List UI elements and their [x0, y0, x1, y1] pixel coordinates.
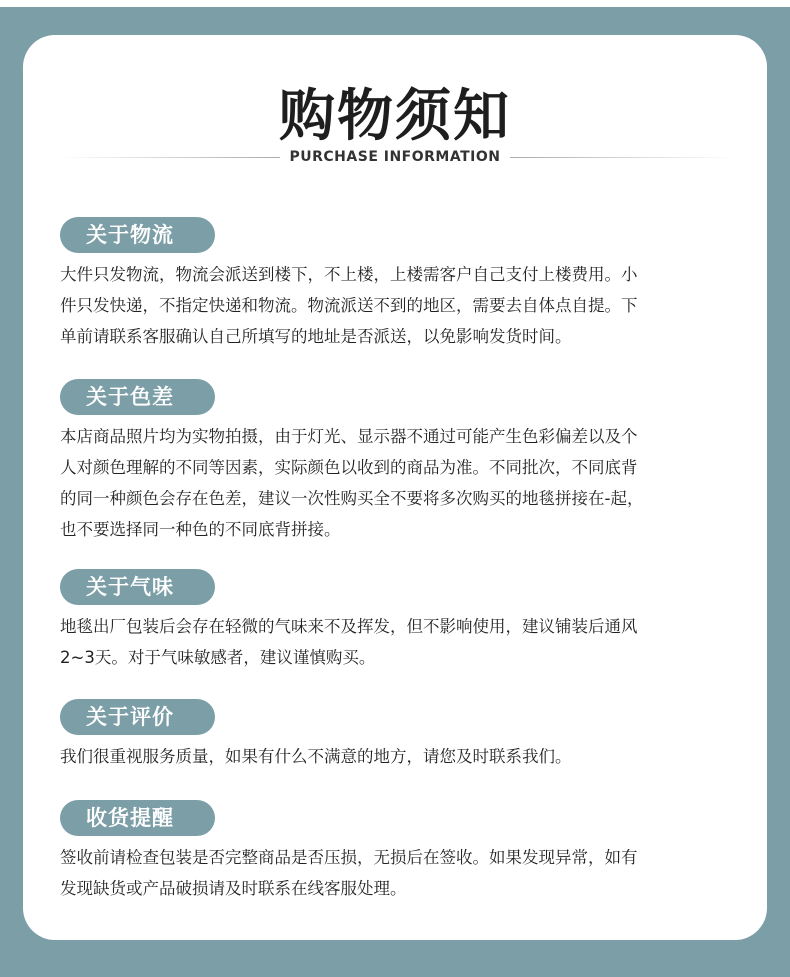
section-label: 关于色差 — [60, 379, 215, 415]
body-line: 人对颜色理解的不同等因素，实际颜色以收到的商品为准。不同批次，不同底背 — [60, 458, 638, 477]
section-label: 关于气味 — [60, 569, 215, 605]
page-subtitle: PURCHASE INFORMATION — [289, 149, 501, 165]
body-line: 的同一种颜色会存在色差，建议一次性购买全不要将多次购买的地毯拼接在-起， — [60, 489, 644, 508]
section-label: 关于评价 — [60, 699, 215, 735]
section-receipt-reminder — [60, 800, 740, 904]
section-review — [60, 699, 740, 772]
body-line: 单前请联系客服确认自己所填写的地址是否派送，以免影响发货时间。 — [60, 327, 572, 346]
body-line: 也不要选择同一种色的不同底背拼接。 — [60, 520, 341, 539]
body-line: 地毯出厂包装后会存在轻微的气味来不及挥发，但不影响使用，建议铺装后通风 — [60, 617, 638, 636]
section-body — [60, 842, 740, 904]
body-line: 发现缺货或产品破损请及时联系在线客服处理。 — [60, 879, 407, 898]
body-line: 大件只发物流，物流会派送到楼下，不上楼，上楼需客户自己支付上楼费用。小 — [60, 265, 638, 284]
section-body — [60, 259, 740, 352]
section-odor — [60, 569, 740, 673]
body-line: 件只发快递，不指定快递和物流。物流派送不到的地区，需要去自体点自提。下 — [60, 296, 638, 315]
body-line: 签收前请检查包装是否完整商品是否压损，无损后在签收。如果发现异常，如有 — [60, 848, 638, 867]
body-line: 2~3天。对于气味敏感者，建议谨慎购买。 — [60, 648, 376, 667]
section-label: 收货提醒 — [60, 800, 215, 836]
section-body — [60, 611, 740, 673]
top-strip — [0, 0, 790, 7]
section-color-difference — [60, 379, 740, 545]
page-title: 购物须知 — [279, 84, 511, 149]
section-logistics — [60, 217, 740, 352]
body-line: 我们很重视服务质量，如果有什么不满意的地方，请您及时联系我们。 — [60, 747, 572, 766]
section-body — [60, 421, 740, 545]
section-label: 关于物流 — [60, 217, 215, 253]
divider-right — [510, 157, 735, 158]
body-line: 本店商品照片均为实物拍摄，由于灯光、显示器不通过可能产生色彩偏差以及个 — [60, 427, 638, 446]
section-body — [60, 741, 740, 772]
